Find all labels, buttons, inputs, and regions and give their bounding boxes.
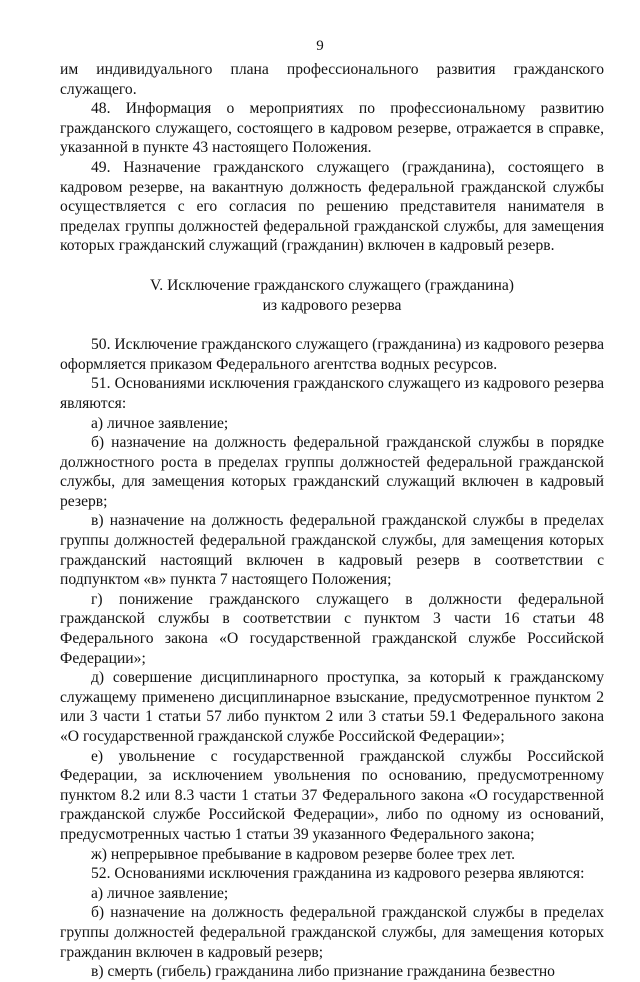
paragraph-49: 49. Назначение гражданского служащего (гражданина), состоящего в кадровом резерве, на вакантную должность федеральной гражданской службы осуществляется с его согласия по решению представителя нанимателя в пределах группы должностей федеральной гражданской службы, для замещения которых гражданский служащий (гражданин) включен в кадровый резерв.: [60, 158, 604, 255]
paragraph-52-a: а) личное заявление;: [91, 884, 229, 902]
paragraph-52: 52. Основаниями исключения гражданина из кадрового резерва являются:: [91, 865, 585, 883]
paragraph-47-continuation: им индивидуального плана профессионального развития гражданского служащего.: [60, 61, 604, 98]
paragraph-51: 51. Основаниями исключения гражданского служащего из кадрового резерва являются:: [60, 375, 604, 412]
document-body: [60, 60, 604, 982]
paragraph-51-e: е) увольнение с государственной гражданской службы Российской Федерации, за исключением увольнения по основанию, предусмотренному пунктом 8.2 или 8.3 части 1 статьи 37 Федерального закона «О государственной гражданской службе Российской Федерации», либо по одному из оснований, предусмотренных частью 1 статьи 39 указанного Федерального закона;: [60, 747, 604, 843]
paragraph-52-v: в) смерть (гибель) гражданина либо признание гражданина безвестно: [91, 963, 555, 981]
paragraph-51-d: д) совершение дисциплинарного проступка, за который к гражданскому служащему применено дисциплинарное взыскание, предусмотренное пунктом 2 или 3 части 1 статьи 57 либо пунктом 2 или 3 статьи 59.1 Федерального закона «О государственной гражданской службе Российской Федерации»;: [60, 669, 604, 745]
section-heading-line-2: из кадрового резерва: [262, 296, 402, 314]
spacer: [60, 315, 604, 335]
paragraph-51-zh: ж) непрерывное пребывание в кадровом резерве более трех лет.: [91, 845, 515, 863]
paragraph-52-b: б) назначение на должность федеральной гражданской службы в пределах группы должностей федеральной гражданской службы, для замещения которых гражданин включен в кадровый резерв;: [60, 904, 604, 961]
page-number: 9: [316, 38, 324, 54]
paragraph-51-b: б) назначение на должность федеральной гражданской службы в порядке должностного роста в пределах группы должностей федеральной гражданской службы, для замещения которых гражданский служащий включен в кадровый резерв;: [60, 434, 604, 510]
section-heading-line-1: V. Исключение гражданского служащего (гражданина): [150, 276, 514, 294]
spacer: [60, 256, 604, 276]
paragraph-48: 48. Информация о мероприятиях по профессиональному развитию гражданского служащего, состоящего в кадровом резерве, отражается в справке, указанной в пункте 43 настоящего Положения.: [60, 100, 604, 157]
paragraph-51-a: а) личное заявление;: [91, 414, 229, 432]
paragraph-50: 50. Исключение гражданского служащего (гражданина) из кадрового резерва оформляется приказом Федерального агентства водных ресурсов.: [60, 336, 604, 373]
paragraph-51-v: в) назначение на должность федеральной гражданской службы в пределах группы должностей федеральной гражданской службы, для замещения которых гражданский настоящий включен в кадровый резерв в соответствии с подпунктом «в» пункта 7 настоящего Положения;: [60, 512, 604, 589]
paragraph-51-g: г) понижение гражданского служащего в должности федеральной гражданской службы в соответствии с пунктом 3 части 16 статьи 48 Федерального закона «О государственной гражданской службе Российской Федерации»;: [60, 590, 604, 667]
